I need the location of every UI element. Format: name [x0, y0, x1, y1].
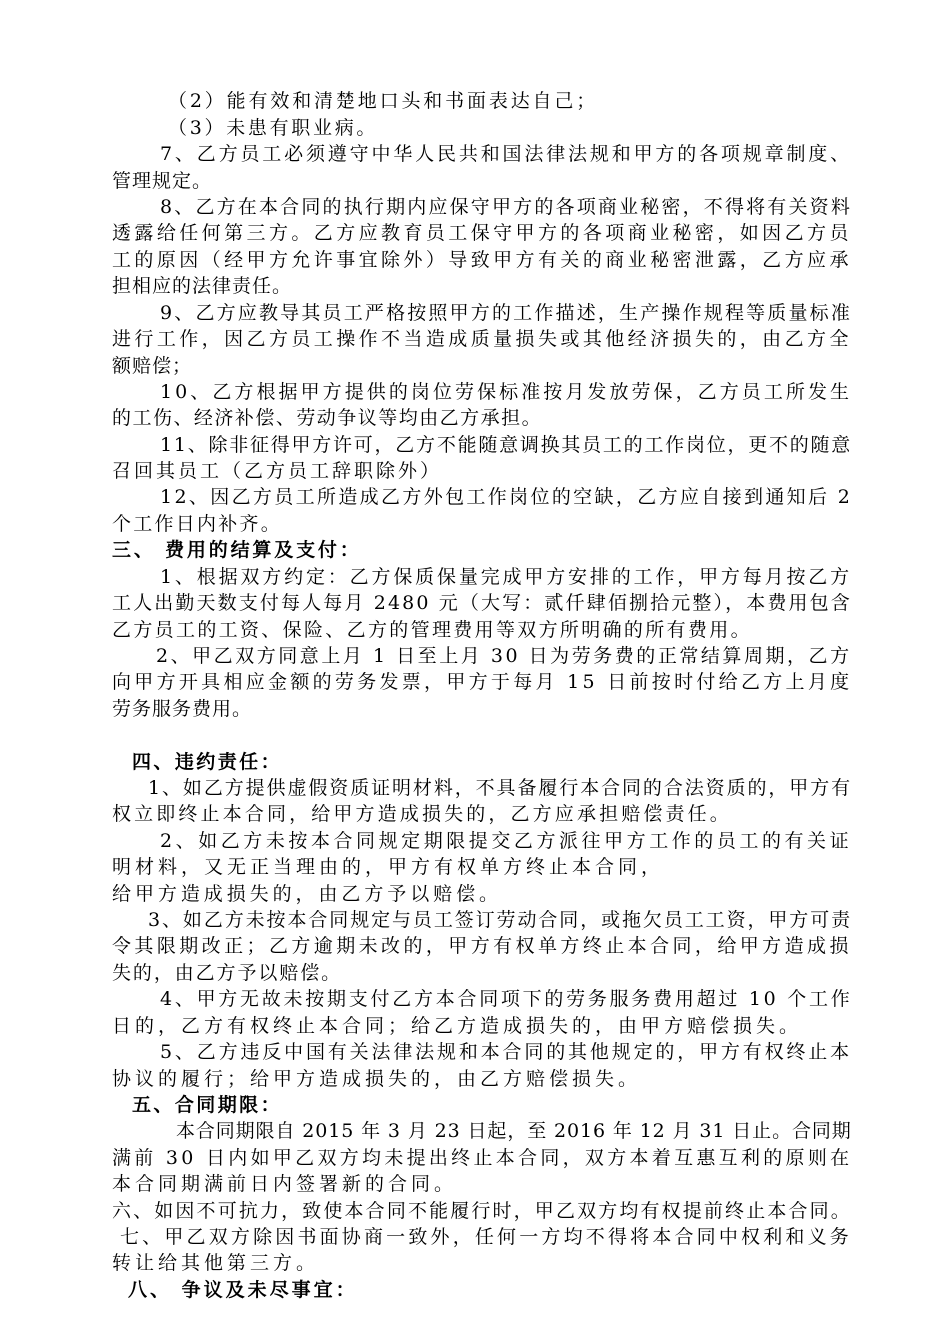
section-heading: 三、 费用的结算及支付：: [112, 539, 362, 561]
text-line: 本合同期满前日内签署新的合同。: [112, 1173, 458, 1195]
text-line: 9、乙方应教导其员工严格按照甲方的工作描述，生产操作规程等质量标准: [160, 302, 853, 324]
text-line: 3、如乙方未按本合同规定与员工签订劳动合同，或拖欠员工工资，甲方可责: [148, 909, 853, 931]
text-line: 给甲方造成损失的，由乙方予以赔偿。: [112, 883, 502, 905]
text-line: 7、乙方员工必须遵守中华人民共和国法律法规和甲方的各项规章制度、: [160, 143, 852, 165]
text-line: 权立即终止本合同，给甲方造成损失的，乙方应承担赔偿责任。: [112, 803, 732, 825]
text-line: 2、甲乙双方同意上月 1 日至上月 30 日为劳务费的正常结算周期，乙方: [156, 645, 852, 667]
text-line: 召回其员工（乙方员工辞职除外）: [112, 460, 443, 482]
section-heading: 八、 争议及未尽事宜：: [128, 1279, 358, 1301]
text-line: 1、根据双方约定：乙方保质保量完成甲方安排的工作，甲方每月按乙方: [160, 566, 852, 588]
text-line: 管理规定。: [112, 170, 213, 192]
text-line: 向甲方开具相应金额的劳务发票，甲方于每月 15 日前按时付给乙方上月度: [112, 671, 853, 693]
text-line: 协议的履行；给甲方造成损失的，由乙方赔偿损失。: [112, 1068, 642, 1090]
text-line: 转让给其他第三方。: [112, 1252, 320, 1274]
text-line: 额赔偿；: [112, 355, 193, 377]
text-line: 日的，乙方有权终止本合同；给乙方造成损失的，由甲方赔偿损失。: [112, 1015, 803, 1037]
text-line: 2、如乙方未按本合同规定期限提交乙方派往甲方工作的员工的有关证: [160, 830, 853, 852]
section-heading: 四、违约责任：: [132, 751, 283, 773]
text-line: 工的原因（经甲方允许事宜除外）导致甲方有关的商业秘密泄露，乙方应承: [112, 249, 852, 271]
text-line: 满前 30 日内如甲乙双方均未提出终止本合同，双方本着互惠互利的原则在: [112, 1147, 853, 1169]
text-line: 12、因乙方员工所造成乙方外包工作岗位的空缺，乙方应自接到通知后 2: [160, 486, 853, 508]
text-line: 透露给任何第三方。乙方应教育员工保守甲方的各项商业秘密，如因乙方员: [112, 222, 852, 244]
text-line: 劳务服务费用。: [112, 698, 253, 720]
text-line: （2）能有效和清楚地口头和书面表达自己；: [168, 90, 599, 112]
section-heading: 五、合同期限：: [132, 1094, 283, 1116]
text-line: 令其限期改正；乙方逾期未改的，甲方有权单方终止本合同，给甲方造成损: [112, 935, 852, 957]
text-line: 工人出勤天数支付每人每月 2480 元（大写：贰仟肆佰捌拾元整），本费用包含: [112, 592, 852, 614]
text-line: 5、乙方违反中国有关法律法规和本合同的其他规定的，甲方有权终止本: [160, 1041, 852, 1063]
text-line: 1、如乙方提供虚假资质证明材料，不具备履行本合同的合法资质的，甲方有: [148, 777, 853, 799]
text-line: 4、甲方无故未按期支付乙方本合同项下的劳务服务费用超过 10 个工作: [160, 988, 853, 1010]
text-line: 失的，由乙方予以赔偿。: [112, 962, 343, 984]
text-line: 进行工作，因乙方员工操作不当造成质量损失或其他经济损失的，由乙方全: [112, 328, 852, 350]
text-line: 8、乙方在本合同的执行期内应保守甲方的各项商业秘密，不得将有关资料: [160, 196, 853, 218]
text-line: 本合同期限自 2015 年 3 月 23 日起，至 2016 年 12 月 31 日止。合同期: [176, 1120, 852, 1142]
text-line: 担相应的法律责任。: [112, 275, 293, 297]
text-line: 七、甲乙双方除因书面协商一致外，任何一方均不得将本合同中权利和义务: [120, 1226, 852, 1248]
text-line: 个工作日内补齐。: [112, 513, 283, 535]
text-line: 的工伤、经济补偿、劳动争议等均由乙方承担。: [112, 407, 543, 429]
text-line: （3）未患有职业病。: [168, 117, 379, 139]
text-line: 明材料，又无正当理由的，甲方有权单方终止本合同，: [112, 856, 665, 878]
text-line: 乙方员工的工资、保险、乙方的管理费用等双方所明确的所有费用。: [112, 619, 752, 641]
text-line: 11、除非征得甲方许可，乙方不能随意调换其员工的工作岗位，更不的随意: [160, 434, 853, 456]
text-line: 10、乙方根据甲方提供的岗位劳保标准按月发放劳保，乙方员工所发生: [160, 381, 853, 403]
text-line: 六、如因不可抗力，致使本合同不能履行时，甲乙双方均有权提前终止本合同。: [112, 1200, 852, 1222]
